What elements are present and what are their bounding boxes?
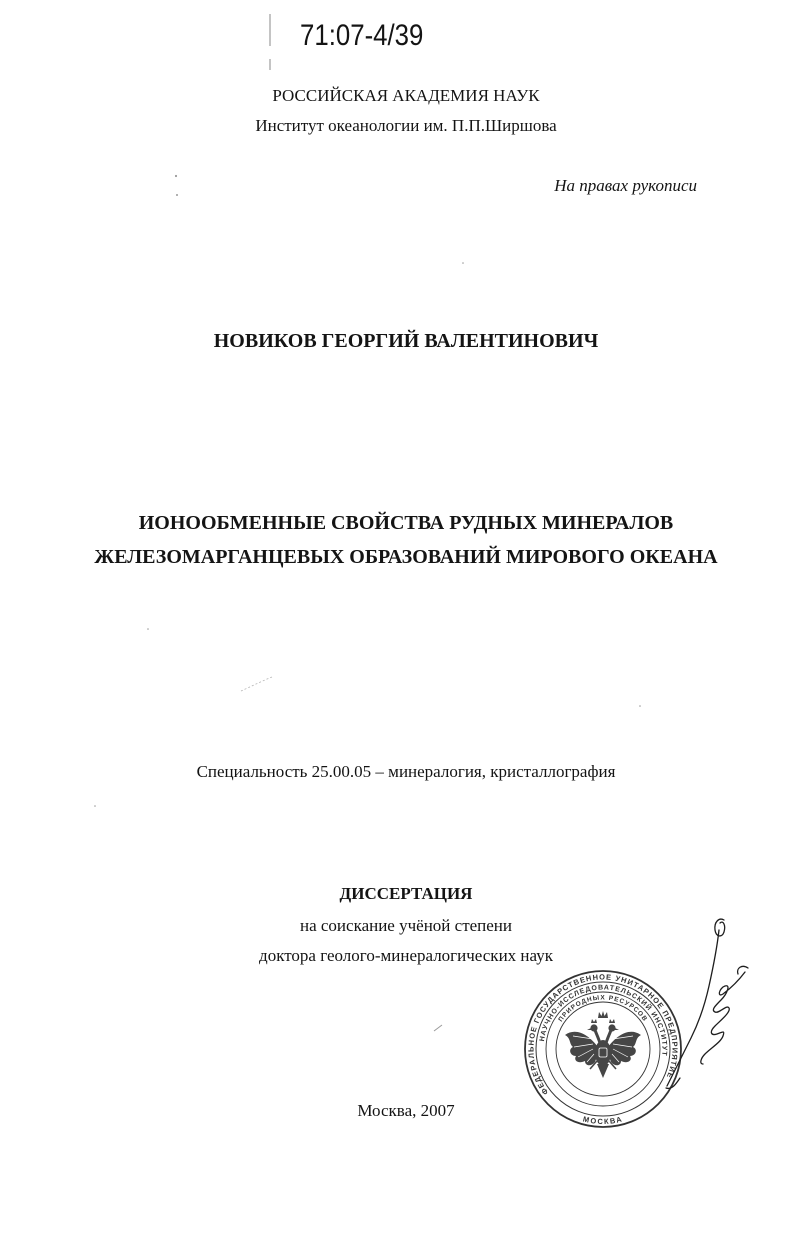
place-and-year: Москва, 2007 xyxy=(357,1101,455,1120)
degree-line-2: доктора геолого-минералогических наук xyxy=(259,946,553,965)
eagle-claws xyxy=(590,1061,616,1069)
eagle-shield xyxy=(599,1048,607,1057)
scan-streak xyxy=(241,677,272,691)
scan-speck xyxy=(434,1025,442,1031)
stamp-inner-text: ПРИРОДНЫХ РЕСУРСОВ xyxy=(557,994,649,1024)
eagle-right-wing xyxy=(608,1032,641,1066)
eagle-large-crown xyxy=(598,1011,608,1018)
stamp-inner-circle xyxy=(556,1002,650,1096)
signature-flourish xyxy=(738,966,748,974)
signature-letters xyxy=(701,972,745,1064)
scan-speck xyxy=(639,705,641,707)
eagle-necks xyxy=(595,1030,611,1043)
double-headed-eagle-icon xyxy=(565,1011,641,1078)
stamp-middle-text: НАУЧНО-ИССЛЕДОВАТЕЛЬСКИЙ ИНСТИТУТ xyxy=(538,984,668,1057)
institute-name: Институт океанологии им. П.П.Ширшова xyxy=(255,116,557,135)
catalog-number: 71:07-4/39 xyxy=(300,19,424,52)
scan-speck xyxy=(176,194,178,196)
eagle-body xyxy=(595,1040,611,1066)
eagle-left-feathers xyxy=(573,1036,594,1062)
eagle-beaks xyxy=(587,1028,619,1030)
eagle-right-head xyxy=(608,1024,615,1031)
work-type: ДИССЕРТАЦИЯ xyxy=(339,884,473,903)
eagle-right-feathers xyxy=(612,1036,633,1062)
academy-name: РОССИЙСКАЯ АКАДЕМИЯ НАУК xyxy=(272,86,540,105)
degree-line-1: на соискание учёной степени xyxy=(299,916,513,935)
stamp-ring-circle xyxy=(546,992,660,1106)
eagle-left-wing xyxy=(565,1032,598,1066)
scan-speck xyxy=(175,175,177,177)
title-line-1: ИОНООБМЕННЫЕ СВОЙСТВА РУДНЫХ МИНЕРАЛОВ xyxy=(138,512,674,534)
eagle-tail xyxy=(597,1064,609,1078)
manuscript-note: На правах рукописи xyxy=(554,176,697,195)
scan-speck xyxy=(147,628,149,630)
scan-speck xyxy=(94,805,96,807)
specialty: Специальность 25.00.05 – минералогия, кристаллография xyxy=(196,762,616,781)
stamp-outer-text: ФЕДЕРАЛЬНОЕ ГОСУДАРСТВЕННОЕ УНИТАРНОЕ ПРЕДПРИЯТИЕ xyxy=(526,972,680,1097)
scan-speck xyxy=(462,262,464,264)
signature-tail xyxy=(666,1078,680,1088)
title-line-2: ЖЕЛЕЗОМАРГАНЦЕВЫХ ОБРАЗОВАНИЙ МИРОВОГО ОКЕАНА xyxy=(94,546,718,568)
eagle-left-head xyxy=(590,1024,597,1031)
stamp-ring-circle xyxy=(536,982,670,1116)
eagle-small-crowns xyxy=(591,1019,615,1023)
stamp-city-text: МОСКВА xyxy=(582,1114,624,1127)
author-name: НОВИКОВ ГЕОРГИЙ ВАЛЕНТИНОВИЧ xyxy=(213,330,599,352)
handwritten-signature xyxy=(666,919,748,1088)
